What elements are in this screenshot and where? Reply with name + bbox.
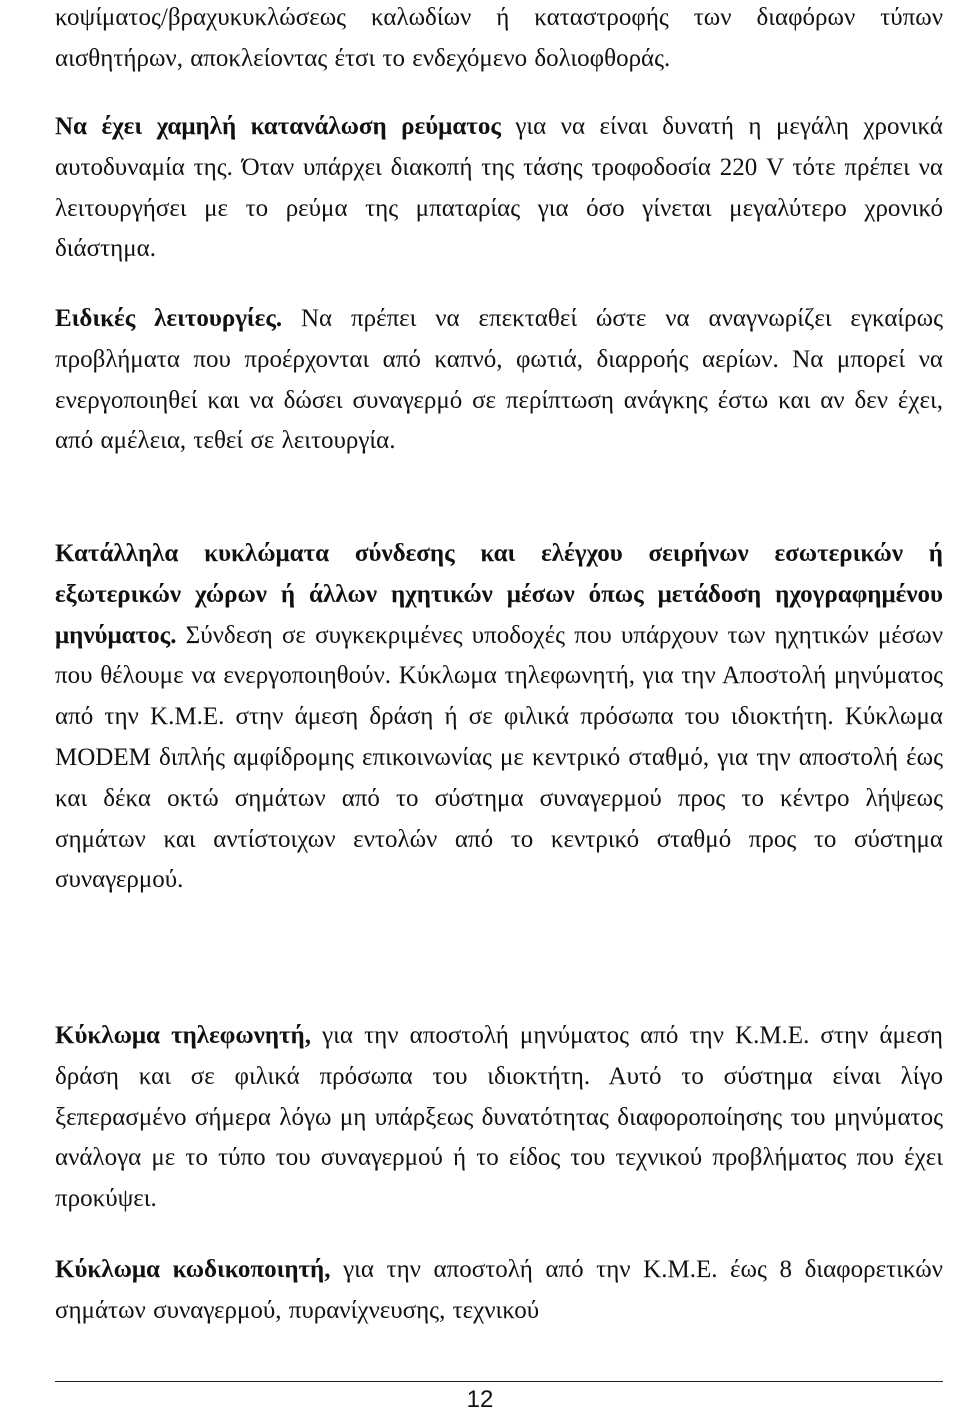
paragraph-lead: Κύκλωμα τηλεφωνητή, (55, 1022, 311, 1049)
paragraph-special-functions (55, 299, 943, 462)
paragraph-text: για την αποστολή μηνύματος από την Κ.Μ.Ε. στην άμεση δράση και σε φιλικά πρόσωπα του ιδιοκτήτη. Αυτό το σύστημα είναι λίγο ξεπερασμένο σήμερα λόγω μη υπάρξεως δυνατότητας διαφοροποίησης του μηνύματος ανάλογα με το τύπο του συναγερμού ή το είδος του τεχνικού προβλήματος που έχει προκύψει. (55, 1022, 943, 1213)
paragraph-text: Σύνδεση σε συγκεκριμένες υποδοχές που υπάρχουν των ηχητικών μέσων που θέλουμε να ενεργοποιηθούν. Κύκλωμα τηλεφωνητή, για την Αποστολή μηνύματος από την Κ.Μ.Ε. στην άμεση δράση ή σε φιλικά πρόσωπα του ιδιοκτήτη. Κύκλωμα MODEM διπλής αμφίδρομης επικοινωνίας με κεντρικό σταθμό, για την αποστολή έως και δέκα οκτώ σημάτων από το σύστημα συναγερμού προς το κέντρο λήψεως σημάτων και αντίστοιχων εντολών από το κεντρικό σταθμό προς το σύστημα συναγερμού. (55, 621, 943, 894)
paragraph-power-consumption (55, 107, 943, 270)
paragraph-text: για την αποστολή από την Κ.Μ.Ε. έως 8 διαφορετικών σημάτων συναγερμού, πυρανίχνευσης, τεχνικού (55, 1256, 943, 1324)
paragraph-lead: Να έχει χαμηλή κατανάλωση ρεύματος (55, 113, 501, 140)
footer-divider (55, 1381, 943, 1382)
paragraph-text: κοψίματος/βραχυκυκλώσεως καλωδίων ή καταστροφής των διαφόρων τύπων αισθητήρων, αποκλείοντας έτσι το ενδεχόμενο δολιοφθοράς. (55, 4, 943, 72)
paragraph-lead: Ειδικές λειτουργίες. (55, 305, 283, 332)
paragraph-siren-circuits (55, 534, 943, 901)
paragraph-sensor-tampering (55, 0, 943, 80)
paragraph-text: για να είναι δυνατή η μεγάλη χρονικά αυτοδυναμία της. Όταν υπάρχει διακοπή της τάσης τροφοδοσία 220 V τότε πρέπει να λειτουργήσει με το ρεύμα της μπαταρίας για όσο γίνεται μεγαλύτερο χρονικό διάστημα. (55, 113, 944, 263)
paragraph-lead: Κατάλληλα κυκλώματα σύνδεσης και ελέγχου σειρήνων εσωτερικών ή εξωτερικών χώρων ή άλλων ηχητικών μέσων όπως μετάδοση ηχογραφημένου μηνύματος. (55, 540, 943, 649)
page-number: 12 (466, 1386, 494, 1413)
paragraph-text: Να πρέπει να επεκταθεί ώστε να αναγνωρίζει εγκαίρως προβλήματα που προέρχονται από καπνό, φωτιά, διαρροής αερίων. Να μπορεί να ενεργοποιηθεί και να δώσει συναγερμό σε περίπτωση ανάγκης έστω και αν δεν έχει, από αμέλεια, τεθεί σε λειτουργία. (55, 305, 943, 455)
paragraph-encoder-circuit (55, 1250, 943, 1332)
paragraph-lead: Κύκλωμα κωδικοποιητή, (55, 1256, 331, 1283)
paragraph-dialer-circuit (55, 1016, 943, 1220)
